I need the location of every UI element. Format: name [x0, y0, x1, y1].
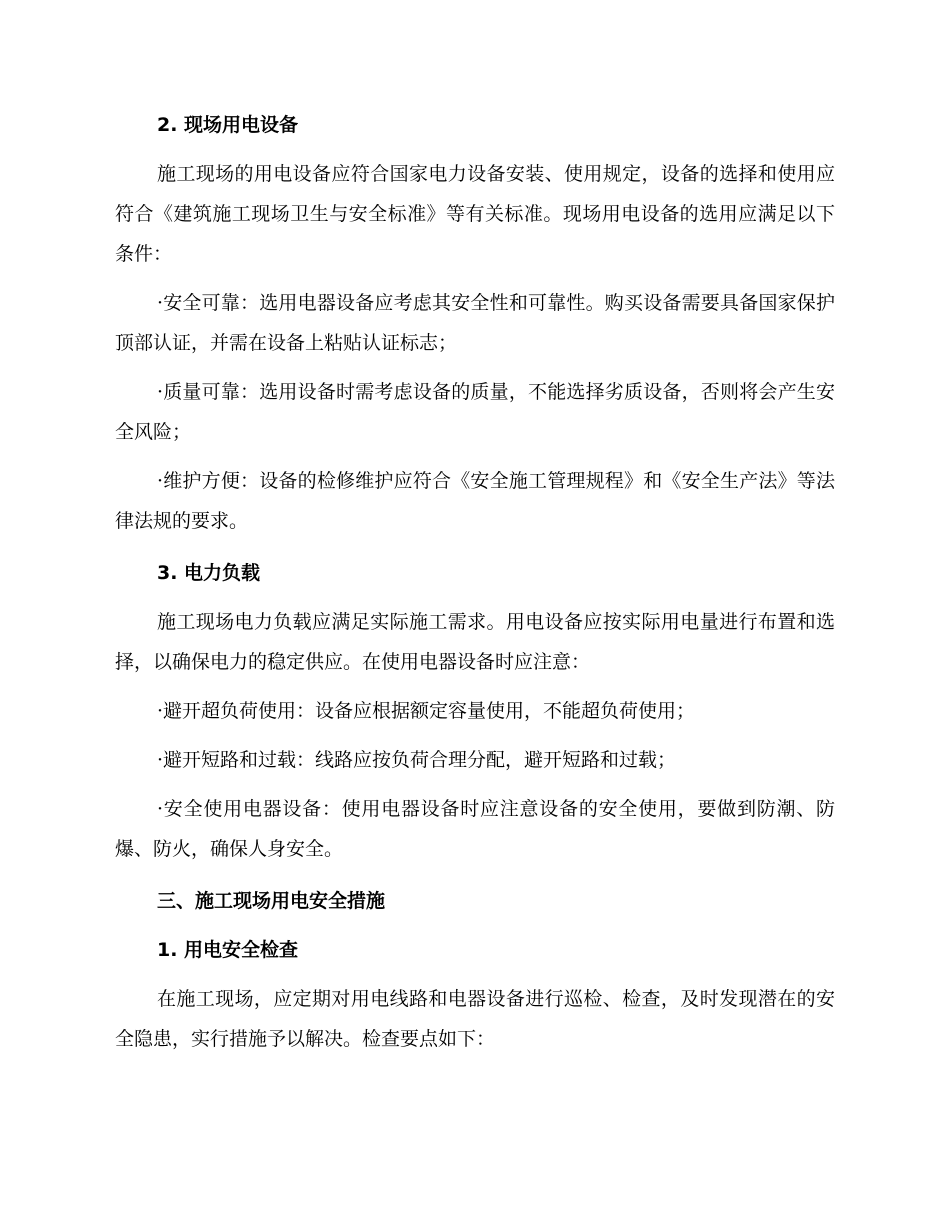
bullet-safe-use: ·安全使用电器设备：使用电器设备时应注意设备的安全使用，要做到防潮、防爆、防火，确保人身安全。 — [115, 798, 835, 860]
section-heading-safety-inspection: 1. 用电安全检查 — [157, 939, 299, 961]
bullet-safe-reliable: ·安全可靠：选用电器设备应考虑其安全性和可靠性。购买设备需要具备国家保护顶部认证，并需在设备上粘贴认证标志； — [115, 292, 835, 354]
bullet-quality-reliable: ·质量可靠：选用设备时需考虑设备的质量，不能选择劣质设备，否则将会产生安全风险； — [115, 381, 835, 443]
bullet-avoid-short-circuit: ·避开短路和过载：线路应按负荷合理分配，避开短路和过载； — [157, 749, 677, 771]
section-heading-site-equipment: 2. 现场用电设备 — [157, 114, 299, 136]
section-heading-safety-measures: 三、施工现场用电安全措施 — [157, 890, 386, 912]
bullet-avoid-overload: ·避开超负荷使用：设备应根据额定容量使用，不能超负荷使用； — [157, 700, 696, 722]
paragraph-power-load-intro: 施工现场电力负载应满足实际施工需求。用电设备应按实际用电量进行布置和选择，以确保电力的稳定供应。在使用电器设备时应注意： — [115, 611, 835, 673]
bullet-easy-maintenance: ·维护方便：设备的检修维护应符合《安全施工管理规程》和《安全生产法》等法律法规的要求。 — [115, 470, 835, 532]
document-body — [115, 105, 835, 1068]
paragraph-inspection-intro: 在施工现场，应定期对用电线路和电器设备进行巡检、检查，及时发现潜在的安全隐患，实行措施予以解决。检查要点如下： — [115, 988, 835, 1050]
section-heading-power-load: 3. 电力负载 — [157, 562, 261, 584]
paragraph-equipment-intro: 施工现场的用电设备应符合国家电力设备安装、使用规定，设备的选择和使用应符合《建筑施工现场卫生与安全标准》等有关标准。现场用电设备的选用应满足以下条件： — [115, 163, 835, 265]
